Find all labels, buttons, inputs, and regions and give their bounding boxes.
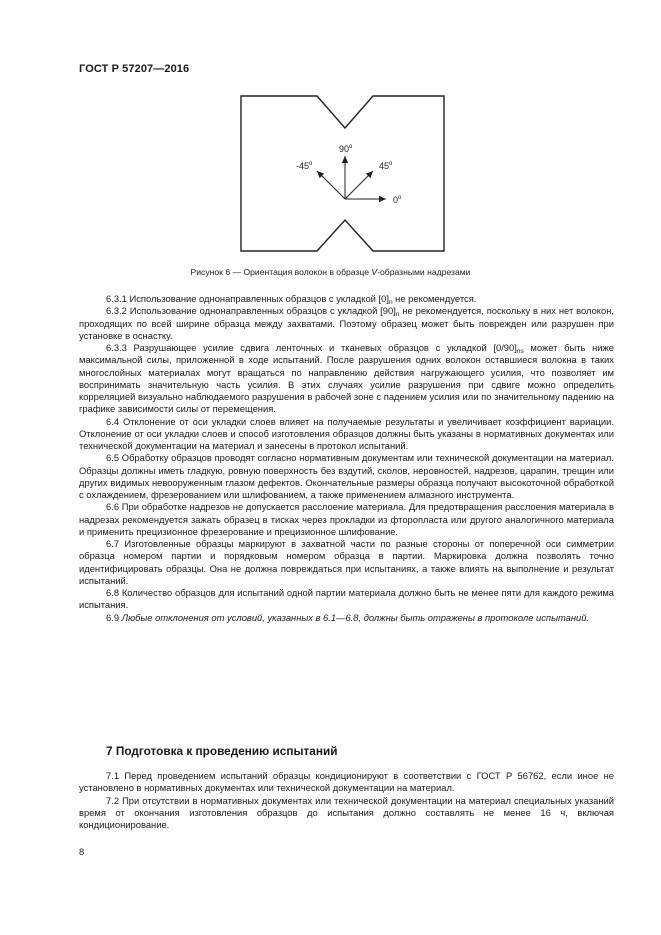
label-45: 45 xyxy=(379,161,390,171)
paragraph-6-7: 6.7 Изготовленные образцы маркируют в захватной части по разные стороны от поперечной оси симметрии образца номером партии и порядковым номером образца в партии. Маркировка должна позволять точно идентифицировать образцы. Она не должна повреждаться при испытаниях, а также влиять на выполнение и результат испытаний. xyxy=(79,538,614,586)
paragraph-6-9: 6.9 Любые отклонения от условий, указанных в 6.1—6.8, должны быть отражены в протоколе испытаний. xyxy=(106,611,590,623)
paragraph-6-4: 6.4 Отклонение от оси укладки слоев влияет на получаемые результаты и увеличивает коэффициент вариации. Отклонение от оси укладки слоев и способ изготовления образцов должны быть указаны в нормативных документах или технической документации на материал и занесены в протокол испытаний. xyxy=(79,415,614,451)
paragraph-6-3-3: 6.3.3 Разрушающее усилие сдвига ленточных и тканевых образцов с укладкой $[0/90]_{ns}$ может быть ниже максимальной силы, приложенной в ходе испытаний. После разрушения одних волокон оставшиеся волокна в таких многослойных материалах могут вращаться по направлению действия нагружающего усилия, что позволяет им воспринимать значительную часть усилия. В этих случаях усилие разрушения при сдвиге можно определить корреляцией визуально наблюдаемого разрушения в рабочей зоне с падением усилия или по значительному падению на графике зависимости силы от перемещения. xyxy=(79,342,614,415)
paragraph-7-2: 7.2 При отсутствии в нормативных документах или технической документации на материал специальных указаний время от окончания изготовления образцов до испытания должно составлять не менее 16 ч, включая кондиционирование. xyxy=(79,794,614,830)
paragraph-6-3-1: 6.3.1 Использование однонаправленных образцов с укладкой $[0]_n$ не рекомендуется. xyxy=(106,293,477,306)
paragraph-6-3-2: 6.3.2 Использование однонаправленных образцов с укладкой $[90]_n$ не рекомендуется, поскольку в них нет волокон, проходящих по всей ширине образца между захватами. Поэтому образец может быть поврежден или разрушен при установке в оснастку. xyxy=(79,305,614,341)
paragraph-6-8: 6.8 Количество образцов для испытаний одной партии материала должно быть не менее пяти для каждого режима испытания. xyxy=(79,587,614,611)
svg-text:0o: 0$^o$ xyxy=(393,195,402,205)
paragraph-6-5: 6.5 Обработку образцов проводят согласно нормативным документам или технической документации на материал. Образцы должны иметь гладкую, ровную поверхность без вздутий, сколов, неровностей, надрезов, царапин, трещин или других видимых невооруженным глазом дефектов. Окончательные размеры образца получают высокоточной обработкой с охлаждением, фрезерованием или шлифованием, а также применением алмазного инструмента. xyxy=(79,452,614,500)
section-7-title: 7 Подготовка к проведению испытаний xyxy=(106,744,338,758)
main-text xyxy=(79,293,614,624)
svg-text:45o: 45$^o$ xyxy=(379,161,393,171)
specimen-outline xyxy=(241,96,444,251)
label-0: 0 xyxy=(393,195,399,205)
label-90: 90 xyxy=(339,144,350,154)
document-header: ГОСТ Р 57207—2016 xyxy=(79,63,190,75)
svg-text:90o: 90$^o$ xyxy=(339,144,353,154)
arrow-45 xyxy=(345,171,373,199)
svg-text:-45o: -45$^o$ xyxy=(296,161,313,171)
label-minus45: -45 xyxy=(296,161,310,171)
paragraph-6-6: 6.6 При обработке надрезов не допускается расслоение материала. Для предотвращения расслоения материала в надрезах рекомендуется зажать образец в тисках через прокладки из фторопласта или другого аналогичного материала и применить прецизионное фрезерование и прецизионное шлифование. xyxy=(79,501,614,537)
figure-caption: Рисунок 6 — Ориентация волокон в образце V-образными надрезами xyxy=(190,267,471,277)
arrow-minus45 xyxy=(317,171,345,199)
section-7-text xyxy=(79,770,614,831)
paragraph-7-1: 7.1 Перед проведением испытаний образцы кондиционируют в соответствии с ГОСТ Р 56762, если иное не установлено в нормативных документах или технической документации на материал. xyxy=(79,770,614,794)
page-number: 8 xyxy=(79,846,85,857)
specimen-figure xyxy=(240,95,445,252)
v-notch-specimen-diagram xyxy=(240,95,445,252)
